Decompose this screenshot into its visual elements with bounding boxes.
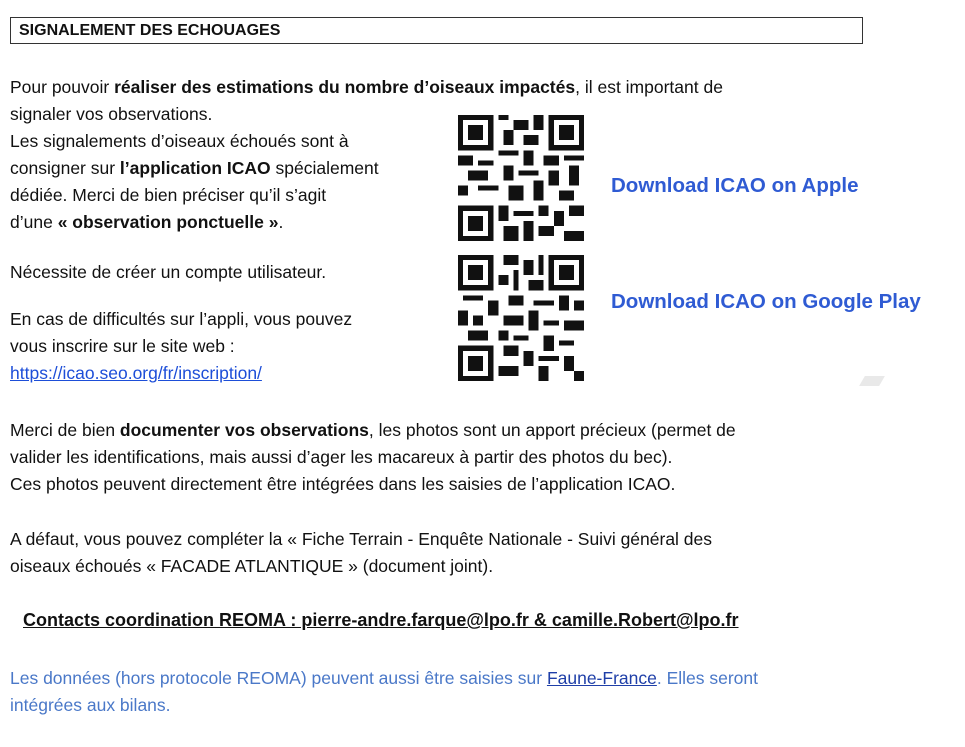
app-name-bold: l’application ICAO: [119, 158, 271, 178]
difficulty-line2: vous inscrire sur le site web :: [10, 336, 235, 356]
document-bold: documenter vos observations: [119, 420, 369, 440]
footer-text-after: . Elles seront: [656, 668, 759, 688]
qr-code-apple-icon[interactable]: [458, 115, 584, 241]
app-line4: d’une: [10, 212, 58, 232]
qr-code-google-icon[interactable]: [458, 255, 584, 381]
footer-line2: intégrées aux bilans.: [10, 695, 171, 715]
inscription-link[interactable]: https://icao.seo.org/fr/inscription/: [10, 363, 262, 383]
app-line4-after: .: [278, 212, 284, 232]
app-line2-after: spécialement: [270, 158, 379, 178]
footer-text: Les données (hors protocole REOMA) peuvent aussi être saisies sur: [10, 668, 547, 688]
intro-bold: réaliser des estimations du nombre d’oiseaux impactés: [114, 77, 576, 97]
app-line2: consigner sur: [10, 158, 120, 178]
footer-note: [10, 665, 870, 719]
fiche-line1: A défaut, vous pouvez compléter la « Fiche Terrain - Enquête Nationale - Suivi général des: [10, 529, 713, 549]
app-line3: dédiée. Merci de bien préciser qu’il s’agit: [10, 185, 327, 205]
intro-paragraph: [10, 74, 870, 128]
document-line1: Merci de bien: [10, 420, 120, 440]
document-line2: valider les identifications, mais aussi d’ager les macareux à partir des photos du bec).: [10, 447, 673, 467]
difficulty-paragraph: [10, 306, 450, 387]
image-edge-decoration: [859, 376, 885, 386]
app-line1: Les signalements d’oiseaux échoués sont à: [10, 131, 349, 151]
fiche-paragraph: [10, 526, 865, 580]
difficulty-line1: En cas de difficultés sur l’appli, vous pouvez: [10, 309, 353, 329]
faune-france-link[interactable]: Faune-France: [546, 668, 657, 688]
document-line1-after: , les photos sont un apport précieux (permet de: [368, 420, 736, 440]
account-note: Nécessite de créer un compte utilisateur.: [10, 262, 327, 282]
download-google-play-link[interactable]: Download ICAO on Google Play: [611, 290, 921, 313]
section-header: [10, 17, 863, 44]
app-paragraph: [10, 128, 450, 236]
intro-line2: signaler vos observations.: [10, 104, 213, 124]
contacts-coordination: Contacts coordination REOMA : pierre-andre.farque@lpo.fr & camille.Robert@lpo.fr: [23, 610, 739, 630]
download-apple-link[interactable]: Download ICAO on Apple: [611, 174, 859, 197]
intro-text-after: , il est important de: [575, 77, 723, 97]
document-line3: Ces photos peuvent directement être intégrées dans les saisies de l’application ICAO.: [10, 474, 676, 494]
section-title: SIGNALEMENT DES ECHOUAGES: [19, 22, 281, 39]
document-paragraph: [10, 417, 870, 498]
observation-type-bold: « observation ponctuelle »: [57, 212, 279, 232]
intro-text: Pour pouvoir: [10, 77, 115, 97]
fiche-line2: oiseaux échoués « FACADE ATLANTIQUE » (document joint).: [10, 556, 494, 576]
